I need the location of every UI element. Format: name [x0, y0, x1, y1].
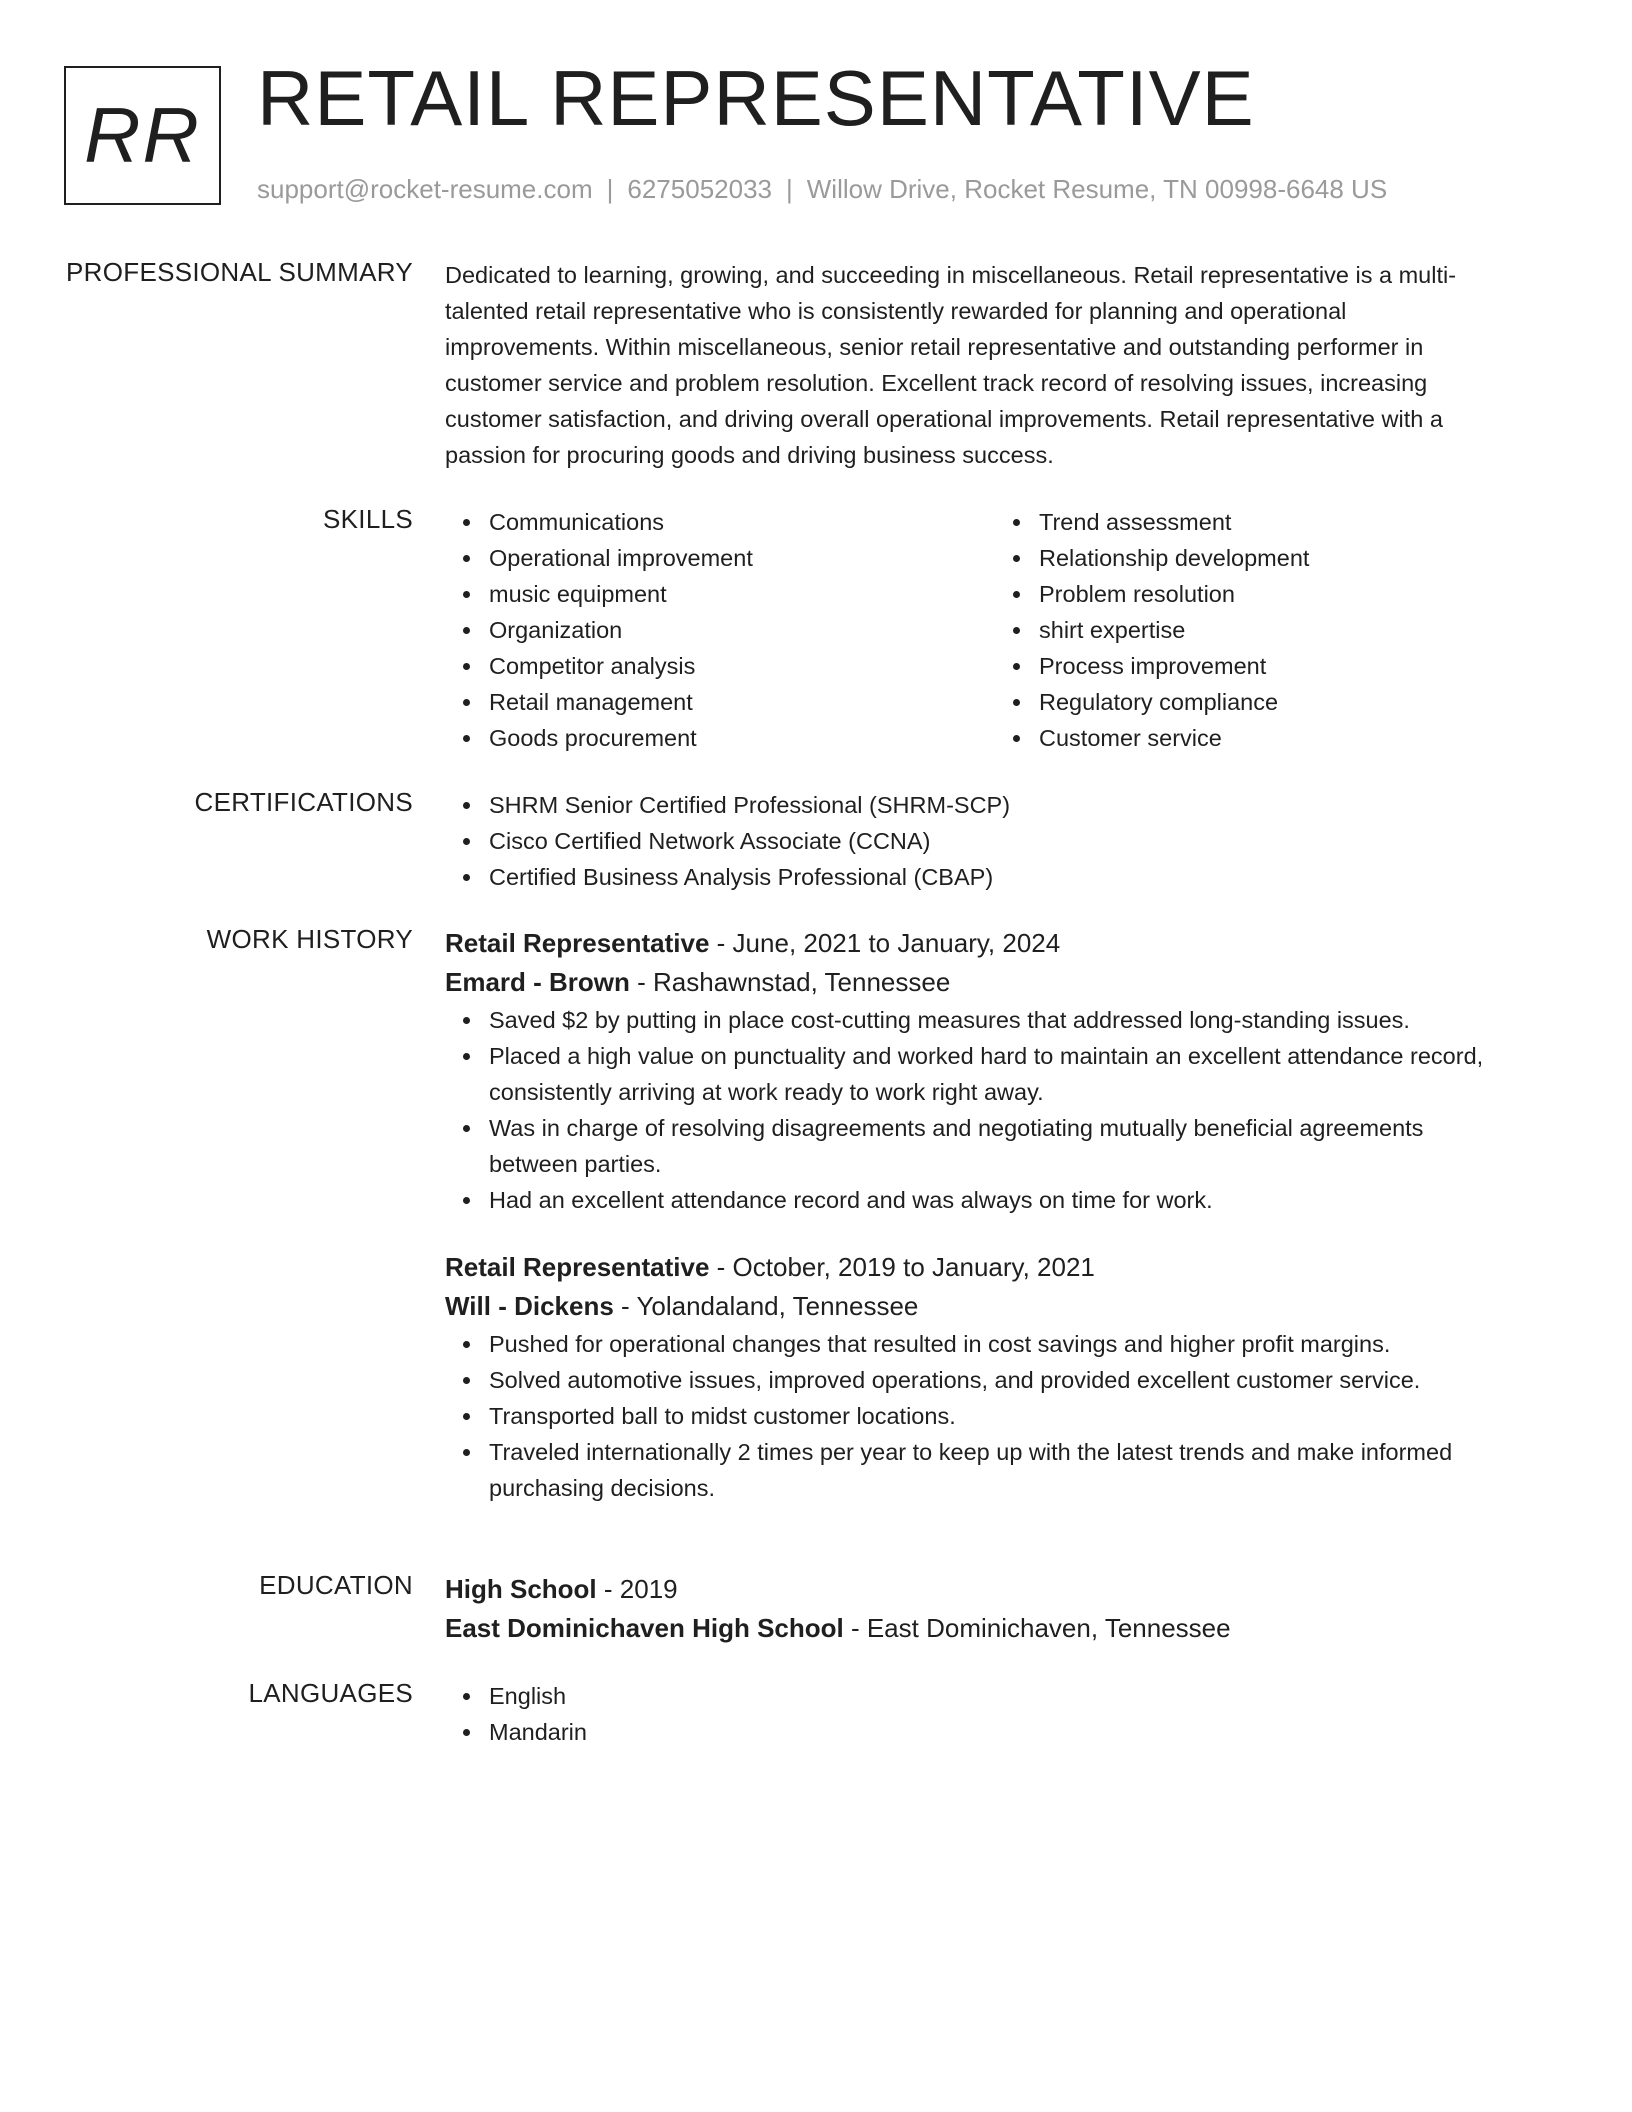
education-school: East Dominichaven High School: [445, 1613, 844, 1643]
education-heading: EDUCATION: [259, 1570, 413, 1600]
languages-heading: LANGUAGES: [248, 1678, 413, 1708]
summary-line: Dedicated to learning, growing, and succeeding in miscellaneous. Retail representative is a multi-: [445, 262, 1457, 288]
skill-item: Operational improvement: [489, 540, 995, 576]
summary-line: passion for procuring goods and driving business success.: [445, 442, 1054, 468]
summary-text: [445, 257, 1545, 473]
skill-item: shirt expertise: [1039, 612, 1545, 648]
job-company: Emard - Brown: [445, 967, 630, 997]
summary-line: improvements. Within miscellaneous, senior retail representative and outstanding performer in: [445, 334, 1424, 360]
job-bullet-text: Had an excellent attendance record and was always on time for work.: [489, 1187, 1213, 1213]
certification-item: Certified Business Analysis Professional (CBAP): [489, 859, 1545, 895]
job-bullet: [489, 1182, 1545, 1218]
skill-item: Regulatory compliance: [1039, 684, 1545, 720]
certification-item: Cisco Certified Network Associate (CCNA): [489, 823, 1545, 859]
job-bullet-text: Pushed for operational changes that resulted in cost savings and higher profit margins.: [489, 1331, 1391, 1357]
job-bullet-text: Was in charge of resolving disagreements and negotiating mutually beneficial agreements: [489, 1115, 1424, 1141]
job-title: Retail Representative: [445, 1252, 710, 1282]
summary-heading: PROFESSIONAL SUMMARY: [66, 257, 413, 287]
language-item: Mandarin: [489, 1714, 1545, 1750]
job-entry: [445, 1248, 1545, 1506]
skills-columns: [445, 504, 1545, 756]
skill-item: Customer service: [1039, 720, 1545, 756]
skill-item: music equipment: [489, 576, 995, 612]
job-location: - Yolandaland, Tennessee: [613, 1291, 919, 1321]
job-bullet-text: purchasing decisions.: [489, 1475, 715, 1501]
contact-line: [257, 174, 1387, 205]
job-bullet-text: Placed a high value on punctuality and worked hard to maintain an excellent attendance record,: [489, 1043, 1484, 1069]
job-bullet: [489, 1038, 1545, 1110]
contact-address: Willow Drive, Rocket Resume, TN 00998-6648 US: [806, 174, 1388, 204]
job-dates: - June, 2021 to January, 2024: [709, 928, 1061, 958]
job-title: Retail Representative: [445, 928, 710, 958]
skill-item: Process improvement: [1039, 648, 1545, 684]
job-bullet-text: Saved $2 by putting in place cost-cutting measures that addressed long-standing issues.: [489, 1007, 1410, 1033]
contact-separator: |: [786, 174, 793, 204]
work-history-heading: WORK HISTORY: [206, 924, 413, 954]
certifications-body: [445, 787, 1545, 895]
job-dates: - October, 2019 to January, 2021: [709, 1252, 1095, 1282]
monogram-logo: RR: [64, 66, 221, 205]
education-school-line: [445, 1609, 1545, 1648]
languages-body: [445, 1678, 1545, 1750]
job-bullet-text: between parties.: [489, 1151, 662, 1177]
job-bullet-text: Solved automotive issues, improved operations, and provided excellent customer service.: [489, 1367, 1421, 1393]
education-year: - 2019: [596, 1574, 678, 1604]
summary-line: customer satisfaction, and driving overall operational improvements. Retail representative with a: [445, 406, 1443, 432]
language-item: English: [489, 1678, 1545, 1714]
education-degree-line: [445, 1570, 1545, 1609]
job-bullets: [445, 1002, 1545, 1218]
skill-item: Retail management: [489, 684, 995, 720]
job-bullet: [489, 1434, 1545, 1506]
job-title-line: [445, 924, 1545, 963]
job-bullets: [445, 1326, 1545, 1506]
summary-body: [445, 257, 1545, 473]
education-location: - East Dominichaven, Tennessee: [843, 1613, 1231, 1643]
job-bullet-text: consistently arriving at work ready to work right away.: [489, 1079, 1044, 1105]
contact-separator: |: [606, 174, 614, 204]
skill-item: Goods procurement: [489, 720, 995, 756]
certifications-heading: CERTIFICATIONS: [194, 787, 413, 817]
job-bullet: [489, 1362, 1545, 1398]
job-company: Will - Dickens: [445, 1291, 614, 1321]
skills-heading: SKILLS: [323, 504, 413, 534]
languages-list: [445, 1678, 1545, 1750]
contact-phone: 6275052033: [627, 174, 772, 204]
skill-item: Problem resolution: [1039, 576, 1545, 612]
resume-title: RETAIL REPRESENTATIVE: [257, 54, 1255, 142]
skills-list-left: [445, 504, 995, 756]
skill-item: Competitor analysis: [489, 648, 995, 684]
job-company-line: [445, 1287, 1545, 1326]
summary-line: talented retail representative who is consistently rewarded for planning and operational: [445, 298, 1347, 324]
skill-item: Communications: [489, 504, 995, 540]
job-bullet-text: Transported ball to midst customer locations.: [489, 1403, 956, 1429]
education-degree: High School: [445, 1574, 597, 1604]
job-entry: [445, 924, 1545, 1218]
skill-item: Organization: [489, 612, 995, 648]
skill-item: Relationship development: [1039, 540, 1545, 576]
certification-item: SHRM Senior Certified Professional (SHRM-SCP): [489, 787, 1545, 823]
job-bullet: [489, 1398, 1545, 1434]
job-bullet: [489, 1110, 1545, 1182]
skills-body: [445, 504, 1545, 756]
job-location: - Rashawnstad, Tennessee: [629, 967, 951, 997]
certifications-list: [445, 787, 1545, 895]
job-title-line: [445, 1248, 1545, 1287]
contact-email: support@rocket-resume.com: [257, 174, 593, 204]
job-company-line: [445, 963, 1545, 1002]
work-history-body: [445, 924, 1545, 1506]
job-bullet: [489, 1326, 1545, 1362]
education-body: [445, 1570, 1545, 1648]
job-bullet-text: Traveled internationally 2 times per year to keep up with the latest trends and make informed: [489, 1439, 1453, 1465]
skills-list-right: [995, 504, 1545, 756]
skill-item: Trend assessment: [1039, 504, 1545, 540]
job-bullet: [489, 1002, 1545, 1038]
summary-line: customer service and problem resolution. Excellent track record of resolving issues, increasing: [445, 370, 1428, 396]
